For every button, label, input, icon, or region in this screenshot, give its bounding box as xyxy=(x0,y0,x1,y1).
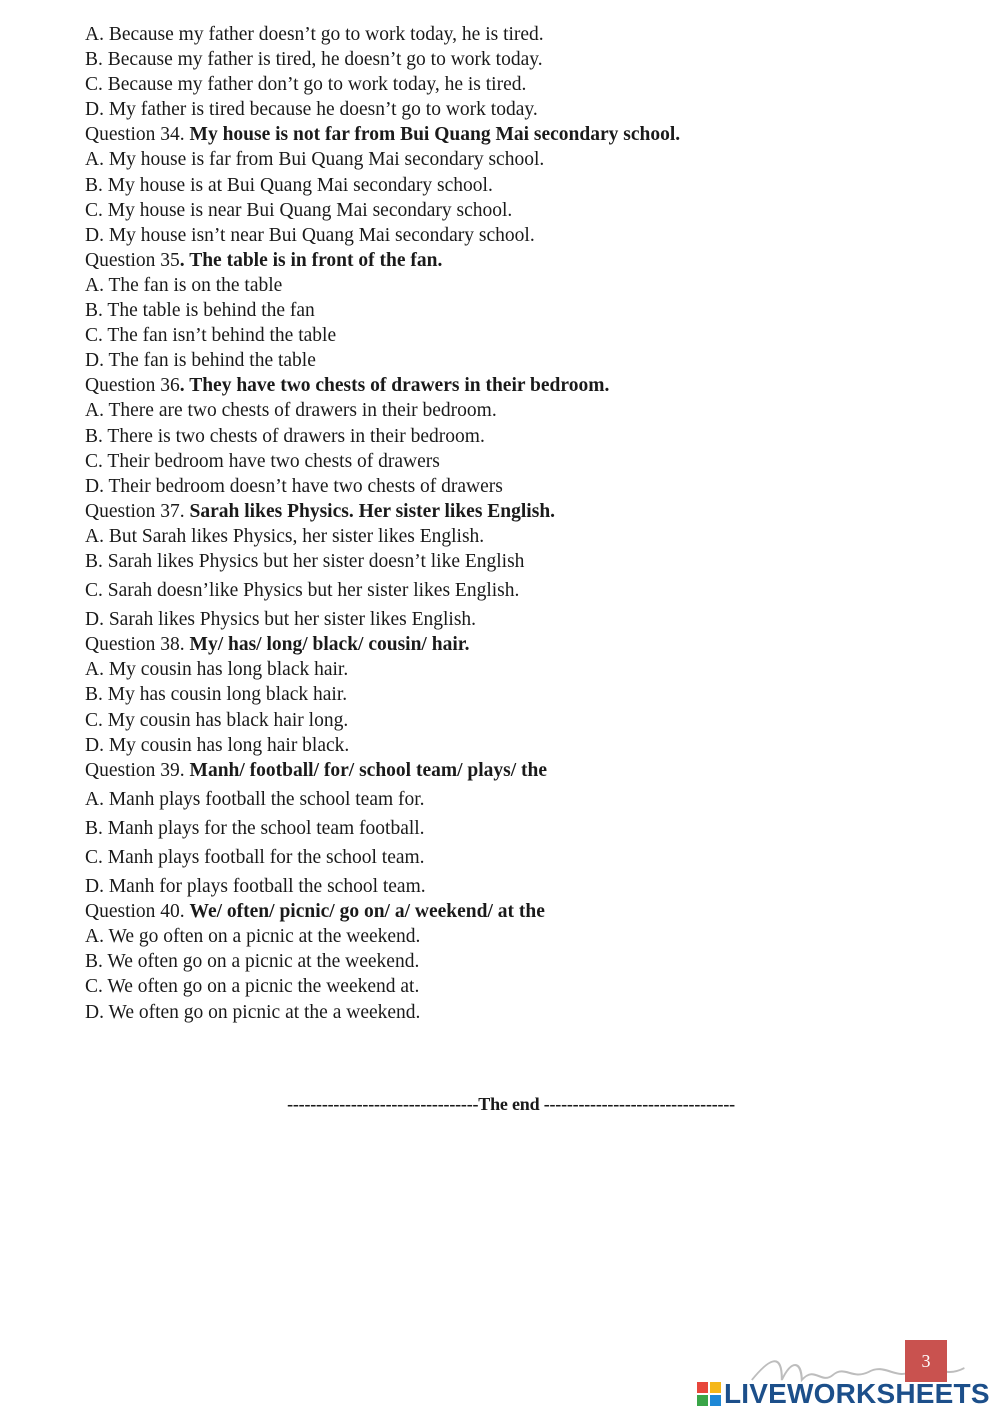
option-line: B. We often go on a picnic at the weekend. xyxy=(85,951,420,973)
question-label: Question 37. xyxy=(85,500,190,522)
option-line: B. Manh plays for the school team football. xyxy=(85,817,425,839)
worksheet-body xyxy=(85,22,945,1025)
option-line: D. The fan is behind the table xyxy=(85,350,316,372)
the-end-divider: ---------------------------------The end --------------------------------- xyxy=(287,1094,735,1114)
option-line: A. My cousin has long black hair. xyxy=(85,659,349,681)
option-line: C. Manh plays football for the school team. xyxy=(85,847,425,868)
option-line: B. My house is at Bui Quang Mai secondary school. xyxy=(85,174,493,196)
option-line: D. Their bedroom doesn’t have two chests of drawers xyxy=(85,475,503,497)
question-34 xyxy=(85,122,945,147)
question-38 xyxy=(85,632,945,657)
question-label: Question 36 xyxy=(85,375,180,397)
option-line: A. The fan is on the table xyxy=(85,274,283,296)
option-line: B. Sarah likes Physics but her sister doesn’t like English xyxy=(85,550,525,572)
option-line: C. We often go on a picnic the weekend at. xyxy=(85,976,420,998)
option-line: B. Because my father is tired, he doesn’t go to work today. xyxy=(85,49,543,71)
question-prompt: . The table is in front of the fan. xyxy=(179,249,443,271)
question-prompt: Manh/ football/ for/ school team/ plays/ the xyxy=(189,759,548,781)
option-line: C. The fan isn’t behind the table xyxy=(85,325,337,347)
liveworksheets-logo-icon xyxy=(697,1382,721,1406)
option-line: D. My father is tired because he doesn’t go to work today. xyxy=(85,99,538,121)
option-line: C. My house is near Bui Quang Mai secondary school. xyxy=(85,199,513,221)
question-label: Question 38. xyxy=(85,634,190,656)
option-line: A. My house is far from Bui Quang Mai secondary school. xyxy=(85,149,545,171)
option-line: D. We often go on picnic at the a weekend. xyxy=(85,1001,421,1023)
option-line: A. We go often on a picnic at the weekend. xyxy=(85,926,421,948)
question-39 xyxy=(85,758,945,783)
option-line: D. My house isn’t near Bui Quang Mai secondary school. xyxy=(85,224,535,246)
option-line: A. Manh plays football the school team for. xyxy=(85,788,425,810)
question-35 xyxy=(85,248,945,273)
option-line: A. But Sarah likes Physics, her sister likes English. xyxy=(85,525,485,547)
question-label: Question 39. xyxy=(85,759,190,781)
question-prompt: Sarah likes Physics. Her sister likes English. xyxy=(189,500,556,522)
question-label: Question 40. xyxy=(85,901,190,923)
option-line: C. Sarah doesn’like Physics but her sister likes English. xyxy=(85,580,520,602)
question-36 xyxy=(85,373,945,398)
question-prompt: . They have two chests of drawers in their bedroom. xyxy=(179,375,610,397)
question-label: Question 34. xyxy=(85,124,190,146)
option-line: D. Manh for plays football the school team. xyxy=(85,876,426,898)
liveworksheets-logo-text: LIVEWORKSHEETS xyxy=(724,1378,990,1409)
question-label: Question 35 xyxy=(85,249,180,271)
option-line: C. Their bedroom have two chests of drawers xyxy=(85,450,440,472)
question-prompt: My house is not far from Bui Quang Mai secondary school. xyxy=(189,124,681,146)
page-number-badge: 3 xyxy=(905,1340,947,1382)
question-40 xyxy=(85,899,945,924)
question-prompt: We/ often/ picnic/ go on/ a/ weekend/ at the xyxy=(189,901,545,923)
option-line: D. My cousin has long hair black. xyxy=(85,734,350,756)
liveworksheets-logo[interactable] xyxy=(697,1378,990,1410)
option-line: B. There is two chests of drawers in their bedroom. xyxy=(85,425,485,447)
option-line: C. Because my father don’t go to work today, he is tired. xyxy=(85,74,527,96)
option-line: C. My cousin has black hair long. xyxy=(85,709,349,731)
question-37 xyxy=(85,499,945,524)
question-prompt: My/ has/ long/ black/ cousin/ hair. xyxy=(189,634,470,656)
option-line: D. Sarah likes Physics but her sister likes English. xyxy=(85,609,477,631)
option-line: B. The table is behind the fan xyxy=(85,300,315,322)
option-line: B. My has cousin long black hair. xyxy=(85,684,348,706)
option-line: A. Because my father doesn’t go to work today, he is tired. xyxy=(85,24,544,45)
option-line: A. There are two chests of drawers in their bedroom. xyxy=(85,400,497,422)
